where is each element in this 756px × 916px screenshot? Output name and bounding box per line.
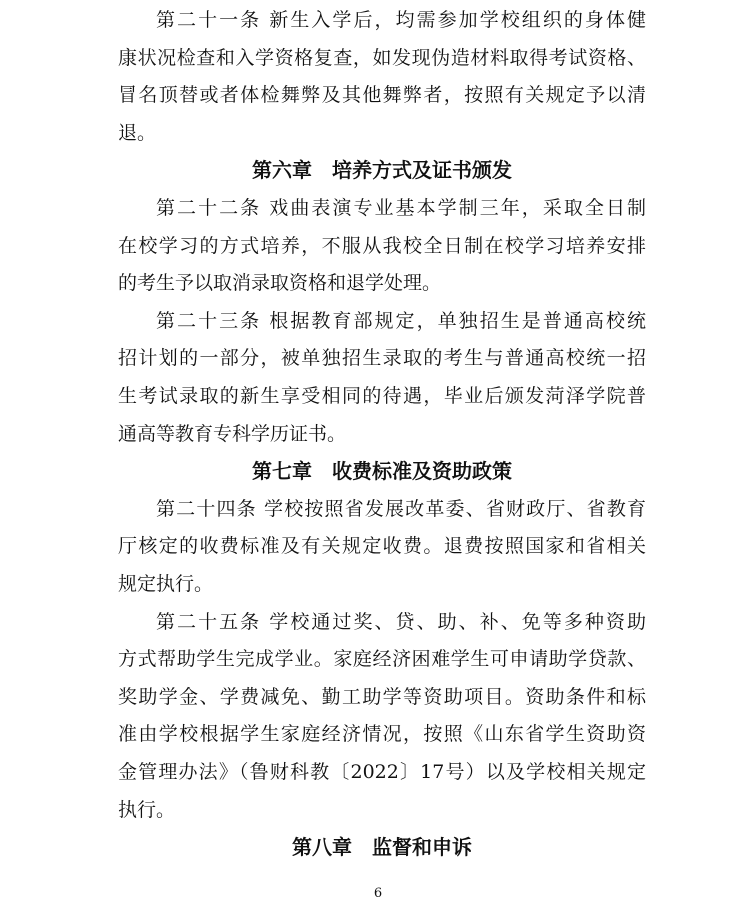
paragraph-line: 通高等教育专科学历证书。 bbox=[118, 422, 347, 445]
chapter-8-heading: 第八章 监督和申诉 bbox=[292, 835, 472, 860]
paragraph-line: 规定执行。 bbox=[118, 573, 214, 595]
chapter-7-heading: 第七章 收费标准及资助政策 bbox=[252, 459, 512, 484]
paragraph-line: 方式帮助学生完成学业。家庭经济困难学生可申请助学贷款、 bbox=[118, 648, 646, 671]
paragraph-line: 执行。 bbox=[118, 798, 176, 821]
paragraph-line: 的考生予以取消录取资格和退学处理。 bbox=[118, 272, 442, 295]
paragraph-line: 在校学习的方式培养，不服从我校全日制在校学习培养安排 bbox=[118, 234, 646, 257]
paragraph-line: 冒名顶替或者体检舞弊及其他舞弊者，按照有关规定予以清 bbox=[118, 84, 646, 107]
paragraph-line: 第二十五条 学校通过奖、贷、助、补、免等多种资助 bbox=[156, 610, 646, 633]
paragraph-line: 康状况检查和入学资格复查，如发现伪造材料取得考试资格、 bbox=[118, 46, 646, 69]
paragraph-line: 准由学校根据学生家庭经济情况，按照《山东省学生资助资 bbox=[118, 723, 646, 746]
page-number: 6 bbox=[373, 886, 383, 901]
paragraph-line: 厅核定的收费标准及有关规定收费。退费按照国家和省相关 bbox=[118, 535, 646, 558]
paragraph-line: 奖助学金、学费减免、勤工助学等资助项目。资助条件和标 bbox=[118, 685, 646, 708]
paragraph-line: 第二十一条 新生入学后，均需参加学校组织的身体健 bbox=[156, 9, 646, 31]
paragraph-line: 退。 bbox=[118, 121, 157, 144]
paragraph-line: 招计划的一部分，被单独招生录取的考生与普通高校统一招 bbox=[118, 347, 646, 370]
paragraph-line: 第二十二条 戏曲表演专业基本学制三年，采取全日制 bbox=[156, 197, 646, 219]
paragraph-line: 第二十三条 根据教育部规定，单独招生是普通高校统 bbox=[156, 309, 646, 332]
paragraph-line: 金管理办法》（鲁财科教〔2022〕17号）以及学校相关规定 bbox=[118, 761, 646, 783]
paragraph-line: 生考试录取的新生享受相同的待遇，毕业后颁发菏泽学院普 bbox=[118, 385, 646, 407]
paragraph-line: 第二十四条 学校按照省发展改革委、省财政厅、省教育 bbox=[156, 497, 646, 520]
chapter-6-heading: 第六章 培养方式及证书颁发 bbox=[252, 158, 512, 183]
